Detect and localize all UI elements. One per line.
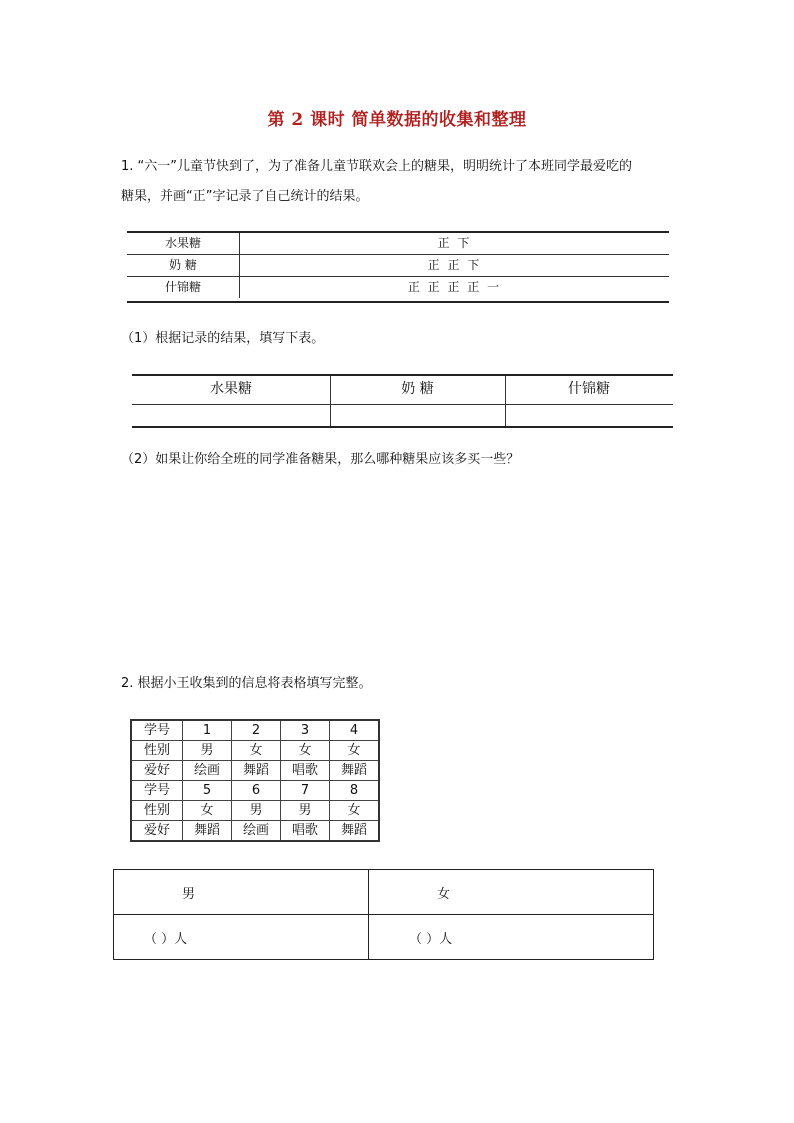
page-title: 第 2 课时 简单数据的收集和整理 (267, 110, 527, 130)
female-count-blank[interactable]: （ ）人 (369, 915, 654, 960)
tally-table (127, 231, 669, 303)
table-row (114, 870, 654, 915)
tally-marks: 正 下 (437, 236, 472, 250)
tally-label: 奶 糖 (169, 258, 197, 272)
table-cell: 6 (232, 781, 281, 801)
header-assorted-candy: 什锦糖 (568, 381, 610, 397)
tally-marks: 正 正 正 正 一 (407, 280, 502, 294)
table-cell: 舞蹈 (232, 761, 281, 781)
tally-label: 水果糖 (164, 236, 201, 250)
answer-table (113, 869, 654, 960)
question-1-line-2: 糖果，并画“正”字记录了自己统计的结果。 (121, 189, 369, 204)
table-cell: 舞蹈 (330, 821, 380, 842)
header-fruit-candy: 水果糖 (210, 381, 252, 397)
table-cell: 学号 (131, 781, 183, 801)
table-cell: 学号 (131, 720, 183, 741)
table-cell: 女 (232, 741, 281, 761)
table-cell: 男 (232, 801, 281, 821)
table-row (131, 720, 379, 741)
table-cell: 舞蹈 (183, 821, 232, 842)
table-cell: 舞蹈 (330, 761, 380, 781)
table-cell: 女 (281, 741, 330, 761)
sub-question-2: （2）如果让你给全班的同学准备糖果，那么哪种糖果应该多买一些？ (121, 452, 520, 467)
table-row[interactable] (114, 915, 654, 960)
table-cell: 8 (330, 781, 380, 801)
header-milk-candy: 奶 糖 (401, 381, 434, 397)
table-cell: 绘画 (183, 761, 232, 781)
tally-row (127, 233, 669, 255)
table-cell: 唱歌 (281, 821, 330, 842)
table-cell: 女 (183, 801, 232, 821)
table-row (131, 741, 379, 761)
tally-marks: 正 正 下 (427, 258, 482, 272)
table-cell: 爱好 (131, 821, 183, 842)
table-cell: 女 (330, 741, 380, 761)
table-cell: 男 (281, 801, 330, 821)
table-row (131, 801, 379, 821)
candy-count-table (132, 374, 673, 428)
table-cell: 女 (330, 801, 380, 821)
table-cell: 爱好 (131, 761, 183, 781)
header-female: 女 (369, 870, 654, 915)
table-cell: 2 (232, 720, 281, 741)
table-cell: 3 (281, 720, 330, 741)
question-1-line-1: 1. “六一”儿童节快到了，为了准备儿童节联欢会上的糖果，明明统计了本班同学最爱吃的 (121, 159, 633, 174)
question-2: 2. 根据小王收集到的信息将表格填写完整。 (121, 676, 372, 691)
tally-row (127, 255, 669, 277)
tally-label: 什锦糖 (164, 280, 201, 294)
table-cell: 4 (330, 720, 380, 741)
table-cell: 1 (183, 720, 232, 741)
sub-question-1: （1）根据记录的结果，填写下表。 (121, 331, 325, 346)
table-row (131, 781, 379, 801)
tally-row (127, 277, 669, 298)
male-count-blank[interactable]: （ ）人 (114, 915, 369, 960)
table-cell: 唱歌 (281, 761, 330, 781)
table-cell: 性别 (131, 741, 183, 761)
table-cell: 7 (281, 781, 330, 801)
header-male: 男 (114, 870, 369, 915)
table-cell: 5 (183, 781, 232, 801)
table-cell: 绘画 (232, 821, 281, 842)
table-cell: 男 (183, 741, 232, 761)
table-row (131, 761, 379, 781)
table-cell: 性别 (131, 801, 183, 821)
student-info-table (130, 719, 380, 842)
table-row (131, 821, 379, 842)
